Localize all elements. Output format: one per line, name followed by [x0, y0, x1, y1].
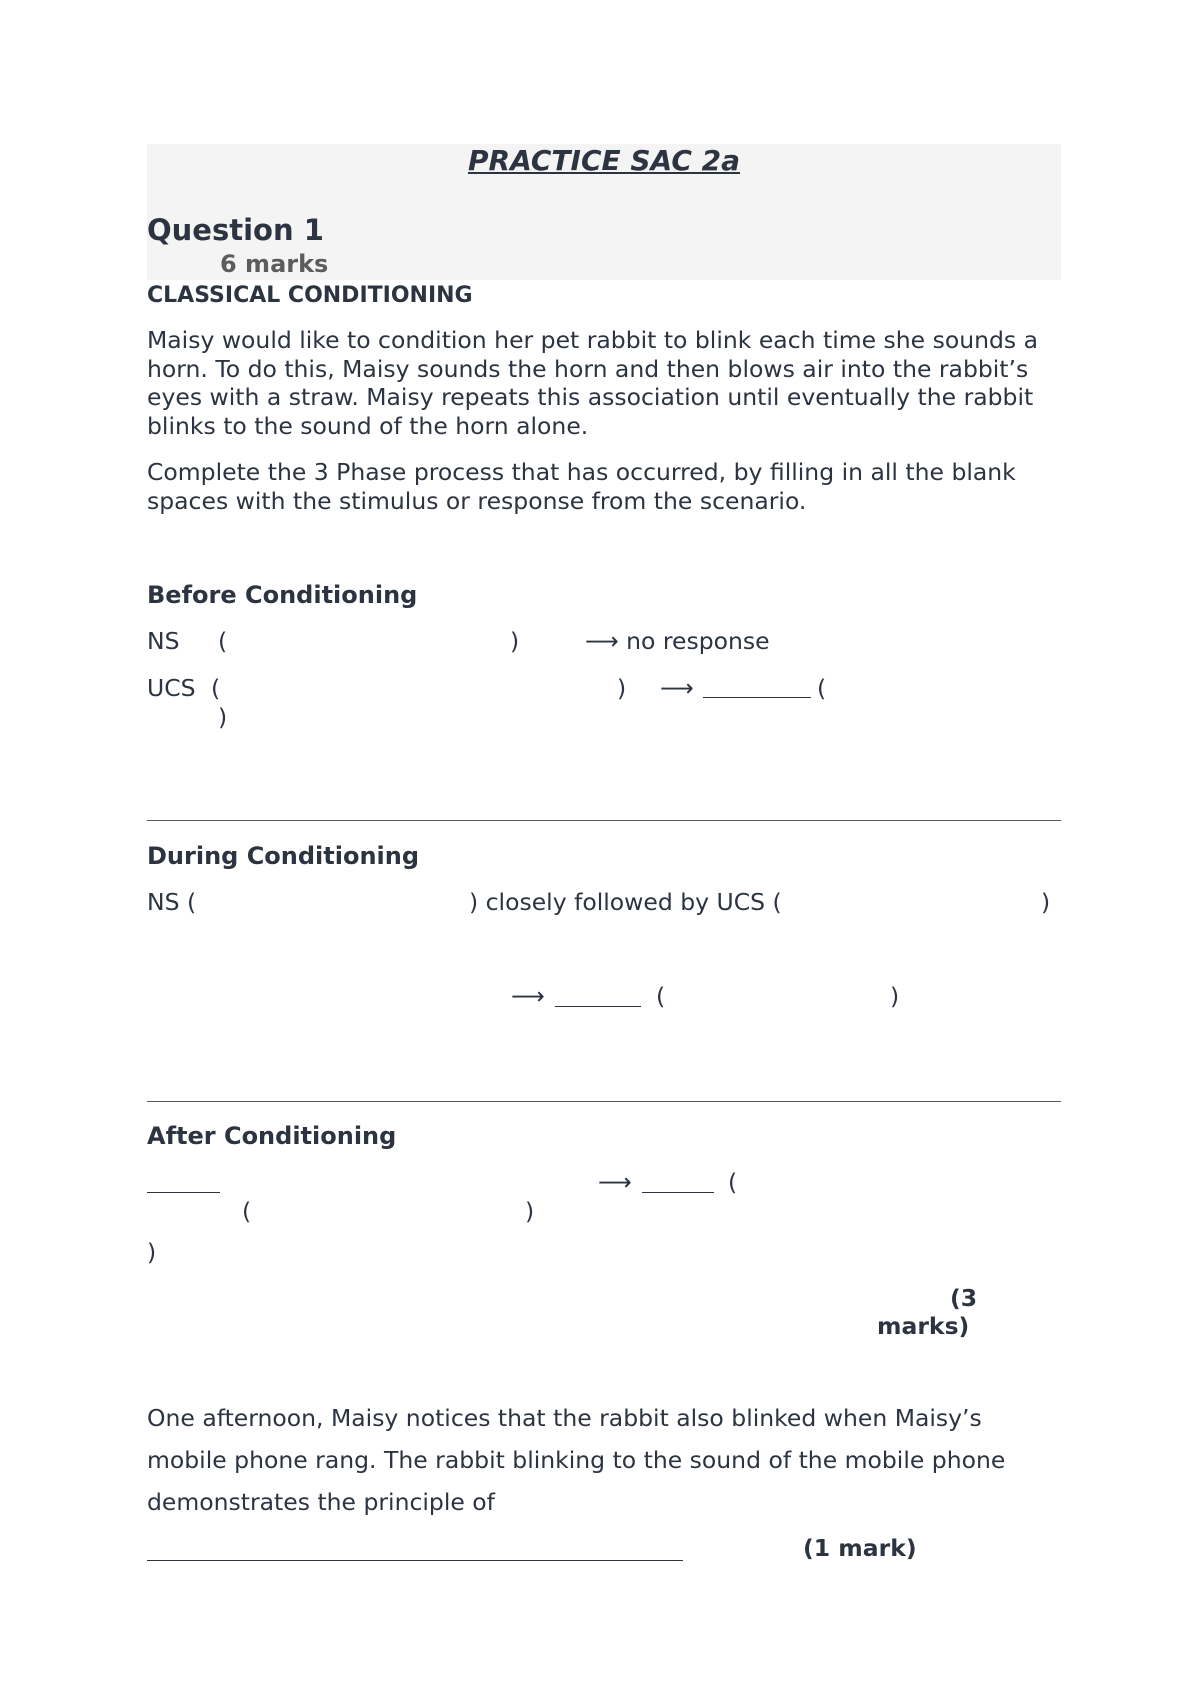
- before-ucr-blank[interactable]: [703, 697, 811, 698]
- after-cs-close-paren: ): [525, 1197, 535, 1225]
- followup-paragraph: One afternoon, Maisy notices that the rabbit also blinked when Maisy’s mobile phone rang. The rabbit blinking to the sound of the mobile phone demonstrates the principle of: [147, 1404, 1006, 1516]
- after-cr-close-paren: ): [147, 1238, 157, 1266]
- during-followed-text: ) closely followed by UCS (: [469, 888, 782, 916]
- followup-marks: (1 mark): [803, 1534, 917, 1562]
- before-ns-label: NS: [147, 627, 180, 655]
- after-cs-open-paren: (: [242, 1197, 252, 1225]
- section-divider-1: [147, 820, 1061, 821]
- before-heading: Before Conditioning: [147, 581, 418, 609]
- topic-heading: CLASSICAL CONDITIONING: [147, 283, 473, 308]
- during-ucr-blank[interactable]: [555, 1006, 641, 1007]
- during-ucr-open-paren: (: [656, 982, 666, 1010]
- during-ns-open: NS (: [147, 888, 197, 916]
- during-ucs-close-paren: ): [1041, 888, 1051, 916]
- before-no-response: ⟶ no response: [585, 627, 770, 655]
- during-heading: During Conditioning: [147, 842, 420, 870]
- before-ucs-close-paren: ): [617, 674, 627, 702]
- before-ns-open-paren: (: [218, 627, 228, 655]
- section-divider-2: [147, 1101, 1061, 1102]
- instruction-paragraph: Complete the 3 Phase process that has occurred, by filling in all the blank spaces with the stimulus or response from the scenario.: [147, 458, 1016, 515]
- after-arrow: ⟶: [598, 1168, 632, 1196]
- before-ns-close-paren: ): [510, 627, 520, 655]
- phase-marks-line1: (3: [950, 1284, 978, 1312]
- before-ucs-label: UCS: [147, 674, 196, 702]
- question-heading: Question 1: [147, 213, 324, 247]
- during-arrow: ⟶: [511, 982, 545, 1010]
- after-cs-blank[interactable]: [147, 1192, 220, 1193]
- question-marks: 6 marks: [220, 250, 329, 278]
- phase-marks-line2: marks): [877, 1312, 970, 1340]
- after-heading: After Conditioning: [147, 1122, 397, 1150]
- before-ucr-open-paren: (: [817, 674, 827, 702]
- page-title: PRACTICE SAC 2a: [467, 144, 741, 177]
- after-cr-blank[interactable]: [642, 1192, 714, 1193]
- during-ucr-close-paren: ): [890, 982, 900, 1010]
- followup-answer-blank[interactable]: [147, 1560, 683, 1561]
- before-ucs-arrow: ⟶: [660, 674, 694, 702]
- before-ucs-open-paren: (: [211, 674, 221, 702]
- after-cr-open-paren: (: [728, 1168, 738, 1196]
- scenario-paragraph: Maisy would like to condition her pet rabbit to blink each time she sounds a horn. To do this, Maisy sounds the horn and then blows air into the rabbit’s eyes with a straw. Maisy repeats this association until eventually the rabbit blinks to the sound of the horn alone.: [147, 326, 1039, 440]
- before-ucr-close-paren: ): [218, 703, 228, 731]
